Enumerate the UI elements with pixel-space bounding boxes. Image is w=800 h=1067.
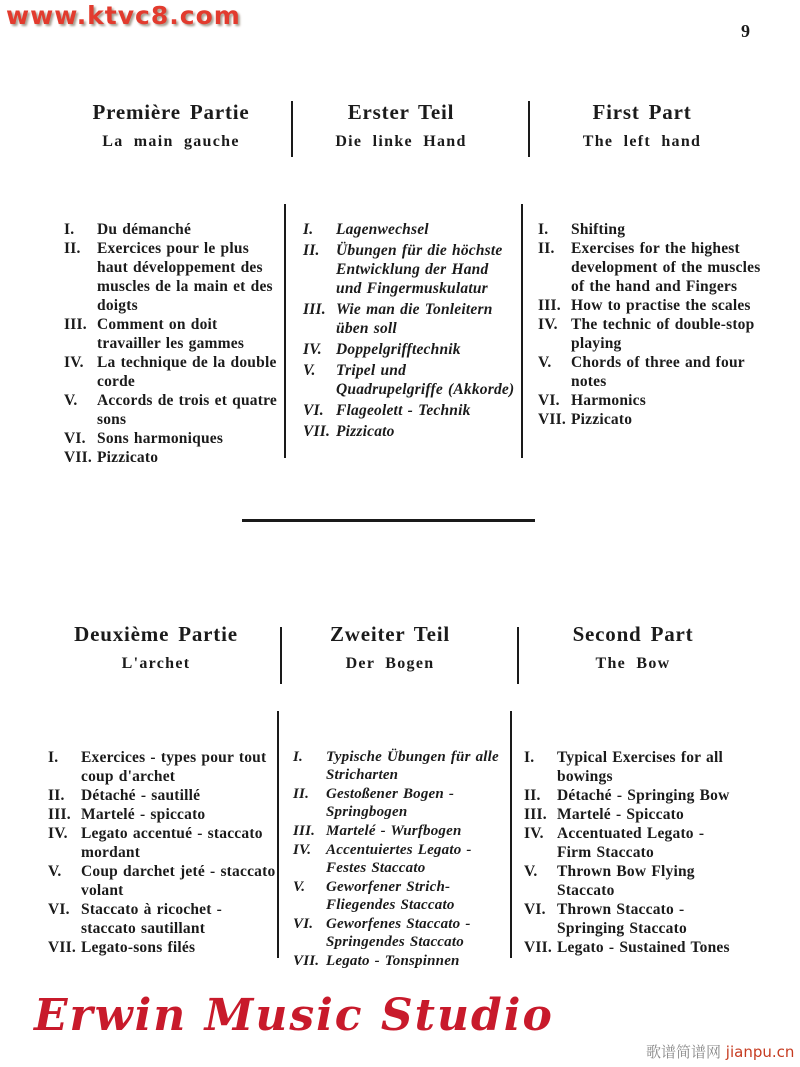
list-item [303, 401, 517, 420]
item-text: Pizzicato [97, 449, 159, 466]
item-numeral: II. [293, 786, 310, 802]
item-numeral: VI. [538, 392, 560, 409]
list-item [64, 353, 278, 391]
list-item [64, 448, 278, 467]
item-numeral: VII. [48, 939, 76, 956]
list-item [303, 340, 517, 359]
studio-watermark: Erwin Music Studio [34, 990, 554, 1041]
list-item [48, 805, 276, 824]
item-numeral: I. [64, 221, 75, 238]
list-item [293, 785, 503, 821]
item-numeral: IV. [538, 316, 558, 333]
list-item [48, 786, 276, 805]
item-text: Legato - Tonspinnen [326, 953, 460, 969]
item-text: Accentuiertes Legato - Festes Staccato [326, 842, 472, 876]
list-item [524, 900, 738, 938]
item-numeral: I. [293, 749, 303, 765]
item-text: Geworfenes Staccato - Springendes Staccato [326, 916, 471, 950]
item-text: Lagenwechsel [336, 221, 429, 238]
header-subtitle: The Bow [595, 655, 671, 672]
list-item [538, 220, 764, 239]
item-numeral: III. [538, 297, 561, 314]
item-text: Comment on doit travailler les gammes [97, 316, 245, 352]
item-text: Gestoßener Bogen - Springbogen [326, 786, 455, 820]
item-numeral: II. [538, 240, 555, 257]
header-title: Zweiter Teil [329, 622, 451, 646]
item-text: How to practise the scales [571, 297, 751, 314]
item-numeral: II. [303, 242, 320, 259]
item-text: Geworfener Strich-Fliegendes Staccato [326, 879, 455, 913]
list-item [538, 239, 764, 296]
item-numeral: IV. [524, 825, 544, 842]
list-item [538, 410, 764, 429]
list-item [293, 748, 503, 784]
site-url: jianpu.cn [725, 1043, 795, 1061]
list-item [64, 239, 278, 315]
header-divider [528, 101, 530, 157]
item-numeral: VII. [293, 953, 320, 969]
item-numeral: IV. [293, 842, 312, 858]
header-title: Deuxième Partie [74, 622, 238, 646]
list-item [293, 822, 503, 840]
list-item [48, 862, 276, 900]
item-text: Legato - Sustained Tones [557, 939, 730, 956]
item-numeral: VI. [293, 916, 314, 932]
list-item [524, 805, 738, 824]
watermark-ktvc8: www.ktvc8.com [6, 1, 241, 30]
item-numeral: V. [538, 354, 552, 371]
list-item [303, 300, 517, 338]
list-item [64, 391, 278, 429]
item-numeral: IV. [64, 354, 84, 371]
list-item [293, 841, 503, 877]
list-item [64, 429, 278, 448]
item-numeral: II. [524, 787, 541, 804]
header-title: Erster Teil [347, 100, 455, 124]
item-text: Exercises for the highest development of the muscles of the hand and Fingers [571, 240, 761, 295]
item-numeral: V. [48, 863, 62, 880]
list-item [524, 786, 738, 805]
item-numeral: I. [48, 749, 59, 766]
list-item [303, 241, 517, 298]
header-divider [517, 627, 519, 684]
item-text: Thrown Bow Flying Staccato [557, 863, 695, 899]
list-item [64, 220, 278, 239]
header-subtitle: The left hand [582, 133, 702, 150]
header-subtitle: Der Bogen [345, 655, 435, 672]
item-text: Shifting [571, 221, 626, 238]
header-subtitle: L'archet [121, 655, 191, 672]
item-numeral: VI. [303, 402, 324, 419]
item-text: Harmonics [571, 392, 646, 409]
item-numeral: VI. [524, 901, 546, 918]
item-numeral: VII. [64, 449, 92, 466]
item-numeral: V. [524, 863, 538, 880]
list-item [48, 900, 276, 938]
section1-header-english [532, 100, 752, 151]
list-item [64, 315, 278, 353]
list-item [524, 824, 738, 862]
section1-header-french [58, 100, 284, 151]
item-numeral: IV. [48, 825, 68, 842]
list-item [293, 915, 503, 951]
header-title: First Part [592, 100, 692, 124]
item-text: Typische Übungen für alle Stricharten [326, 749, 499, 783]
list-item [538, 353, 764, 391]
item-text: Exercices pour le plus haut développement des muscles de la main et des doigts [97, 240, 273, 314]
item-numeral: VII. [524, 939, 552, 956]
item-text: Exercices - types pour tout coup d'archet [81, 749, 267, 785]
item-text: Pizzicato [336, 423, 395, 440]
item-numeral: III. [48, 806, 71, 823]
item-numeral: III. [64, 316, 87, 333]
list-item [293, 952, 503, 970]
list-item [538, 391, 764, 410]
header-divider [280, 627, 282, 684]
item-text: Typical Exercises for all bowings [557, 749, 723, 785]
item-text: Doppelgrifftechnik [336, 341, 461, 358]
list-item [48, 938, 276, 957]
section2-header-french [45, 622, 267, 673]
item-text: Détaché - sautillé [81, 787, 201, 804]
list-section2-german [293, 748, 503, 971]
item-text: Accentuated Legato - Firm Staccato [557, 825, 705, 861]
section2-header-german [290, 622, 490, 673]
list-section1-english [538, 220, 764, 429]
header-subtitle: Die linke Hand [335, 133, 467, 150]
site-name: 歌谱简谱网 [646, 1043, 722, 1061]
item-text: Sons harmoniques [97, 430, 224, 447]
header-subtitle: La main gauche [102, 133, 240, 150]
item-text: Legato accentué - staccato mordant [81, 825, 263, 861]
list-item [538, 315, 764, 353]
column-divider [284, 204, 286, 458]
list-item [524, 938, 738, 957]
item-text: Thrown Staccato - Springing Staccato [557, 901, 687, 937]
list-item [303, 220, 517, 239]
header-title: Second Part [572, 622, 694, 646]
list-section2-english [524, 748, 738, 957]
column-divider [277, 711, 279, 958]
page-number: 9 [741, 21, 750, 41]
section1-header-german [302, 100, 500, 151]
item-numeral: VI. [64, 430, 86, 447]
item-text: Wie man die Tonleitern üben soll [336, 301, 493, 337]
item-text: Martelé - spiccato [81, 806, 206, 823]
section2-header-english [528, 622, 738, 673]
list-item [293, 878, 503, 914]
item-text: Martelé - Wurfbogen [326, 823, 462, 839]
list-section1-french [64, 220, 278, 467]
list-item [538, 296, 764, 315]
item-numeral: V. [64, 392, 78, 409]
item-numeral: IV. [303, 341, 322, 358]
item-numeral: VI. [48, 901, 70, 918]
list-item [48, 748, 276, 786]
column-divider [521, 204, 523, 458]
site-footer [646, 1041, 794, 1062]
item-numeral: VII. [538, 411, 566, 428]
item-text: Übungen für die höchste Entwicklung der Hand und Fingermuskulatur [336, 242, 503, 297]
item-numeral: VII. [303, 423, 331, 440]
item-numeral: V. [303, 362, 316, 379]
item-numeral: II. [48, 787, 65, 804]
item-numeral: I. [538, 221, 549, 238]
section-divider-rule [242, 519, 535, 522]
item-text: The technic of double-stop playing [571, 316, 755, 352]
list-section2-french [48, 748, 276, 957]
item-text: Pizzicato [571, 411, 633, 428]
column-divider [510, 711, 512, 958]
list-item [524, 748, 738, 786]
item-text: Coup darchet jeté - staccato volant [81, 863, 276, 899]
item-numeral: I. [303, 221, 314, 238]
list-item [303, 361, 517, 399]
item-numeral: III. [303, 301, 326, 318]
item-numeral: III. [293, 823, 316, 839]
item-text: Détaché - Springing Bow [557, 787, 730, 804]
item-text: Staccato à ricochet - staccato sautillant [81, 901, 223, 937]
item-text: Chords of three and four notes [571, 354, 745, 390]
item-text: Martelé - Spiccato [557, 806, 684, 823]
list-item [524, 862, 738, 900]
item-text: Tripel und Quadrupelgriffe (Akkorde) [336, 362, 515, 398]
item-text: La technique de la double corde [97, 354, 277, 390]
item-numeral: V. [293, 879, 306, 895]
item-numeral: I. [524, 749, 535, 766]
header-title: Première Partie [92, 100, 250, 124]
header-divider [291, 101, 293, 157]
item-text: Du démanché [97, 221, 192, 238]
item-numeral: II. [64, 240, 81, 257]
list-section1-german [303, 220, 517, 443]
item-text: Accords de trois et quatre sons [97, 392, 277, 428]
item-text: Legato-sons filés [81, 939, 196, 956]
list-item [48, 824, 276, 862]
list-item [303, 422, 517, 441]
item-text: Flageolett - Technik [336, 402, 471, 419]
item-numeral: III. [524, 806, 547, 823]
